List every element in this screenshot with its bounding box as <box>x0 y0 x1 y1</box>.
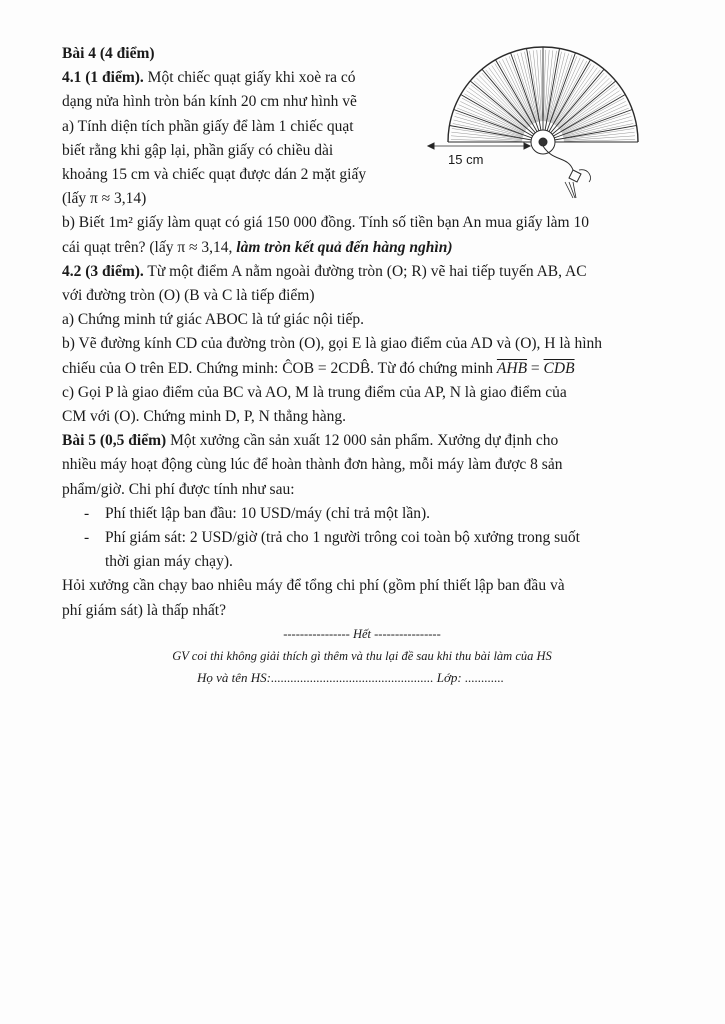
student-info-line: Họ và tên HS:.................................................. Lớp: ............ <box>197 669 505 685</box>
end-marker: ---------------- Hết ---------------- <box>283 626 441 641</box>
arc-cdb: $\overline{CDB}$ <box>543 359 575 377</box>
cost-item-setup: - Phí thiết lập ban đầu: 10 USD/máy (chỉ trả một lần). <box>84 504 431 522</box>
q42-heading: 4.2 (3 điểm). <box>62 262 144 280</box>
cost-item-supervision: - Phí giám sát: 2 USD/giờ (trả cho 1 người trông coi toàn bộ xưởng trong suốt <box>84 529 580 547</box>
fan-radius-label: 15 cm <box>448 152 484 167</box>
bai5-heading: Bài 5 (0,5 điểm) <box>62 432 167 450</box>
bai4-title: Bài 4 (4 điểm) <box>62 45 155 62</box>
proctor-note: GV coi thi không giải thích gì thêm và thu lại đề sau khi thu bài làm của HS <box>172 648 552 663</box>
angle-equation: ĈOB = 2CDB̂ <box>282 359 371 377</box>
q41-heading: 4.1 (1 điểm). <box>62 69 144 87</box>
arc-ahb: $\overline{AHB}$ <box>496 359 528 377</box>
exam-content: Bài 4 (4 điểm) 4.1 (1 điểm). Một chiếc quạt giấy khi xoè ra có dạng nửa hình tròn bán kính 20 cm như hình vẽ a) Tính diện tích phần giấy để làm 1 chiếc quạt biết rằng khi gập lại, phần giấy có chiều dài khoảng 15 cm và chiếc quạt được dán 2 mặt giấy (lấy π ≈ 3,14) b) Biết 1m² giấy làm quạt có giá 150 000 đồng. Tính số tiền bạn An mua giấy làm 10 cái quạt trên? (lấy π ≈ 3,14, làm tròn kết quả đến hàng nghìn) 4.2 (3 điểm). Từ một điểm A nằm ngoài đường tròn (O; R) vẽ hai tiếp tuyến AB, AC với đường tròn (O) (B và C là tiếp điểm) a) Chứng minh tứ giác ABOC là tứ giác nội tiếp. b) Vẽ đường kính CD của đường tròn (O), gọi E là giao điểm của AD và (O), H là hình chiếu của O trên ED. Chứng minh: ĈOB = 2CDB̂. Từ đó chứng minh $\overline{AHB} = \overline{CDB}$ c) Gọi P là giao điểm của BC và AO, M là trung điểm của AP, N là giao điểm của CM với (O). Chứng minh D, P, N thẳng hàng. Bài 5 (0,5 điểm) Một xưởng cần sản xuất 12 000 sản phẩm. Xưởng dự định cho nhiều máy hoạt động cùng lúc để hoàn thành đơn hàng, mỗi máy làm được 8 sản phẩm/giờ. Chi phí được tính như sau: - Phí thiết lập ban đầu: 10 USD/máy (chỉ trả một lần). - Phí giám sát: 2 USD/giờ (trả cho 1 người trông coi toàn bộ xưởng trong suốt thời gian máy chạy). Hỏi xưởng cần chạy bao nhiêu máy để tổng chi phí (gồm phí thiết lập ban đầu và phí giám sát) là thấp nhất? ---------------- Hết ---------------- GV coi thi không giải thích gì thêm và thu lại đề sau khi thu bài làm của HS Họ và tên HS:.................................................. Lớp: ............ <box>62 42 662 689</box>
